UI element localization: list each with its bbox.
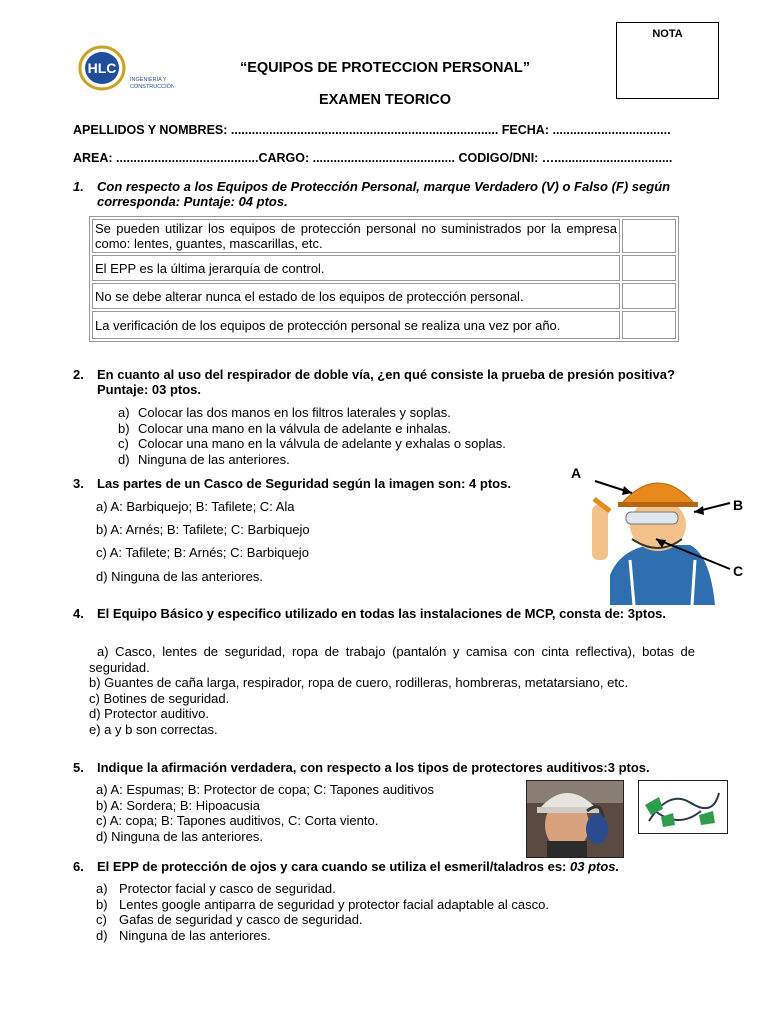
ear-plug-photo xyxy=(638,780,728,834)
question-2-text: En cuanto al uso del respirador de doble vía, ¿en qué consiste la prueba de presión positiva? Puntaje: 03 ptos. xyxy=(97,367,675,397)
option-item[interactable]: b) A: Sordera; B: Hipoacusia xyxy=(96,797,261,813)
statement-cell: La verificación de los equipos de protección personal se realiza una vez por año. xyxy=(92,311,620,339)
statement-cell: Se pueden utilizar los equipos de protección personal no suministrados por la empresa como: lentes, guantes, mascarillas, etc. xyxy=(92,219,620,253)
question-1-number: 1. xyxy=(73,179,84,194)
area-cargo-dni-fields[interactable]: AREA: .........................................CARGO: ......................................... CODIGO/DNI: ….................................. xyxy=(73,151,673,165)
option-item[interactable] xyxy=(96,897,656,913)
table-row xyxy=(92,311,676,339)
helmet-label-a: A xyxy=(571,465,582,481)
grade-label: NOTA xyxy=(652,28,683,40)
question-3-text: Las partes de un Casco de Seguridad según la imagen son: 4 ptos. xyxy=(97,476,511,491)
question-6-text xyxy=(97,859,697,874)
option-text: Lentes google antiparra de seguridad y protector facial adaptable al casco. xyxy=(119,896,550,912)
answer-cell[interactable] xyxy=(622,283,676,309)
option-letter: c) xyxy=(118,436,129,451)
question-5-text: Indique la afirmación verdadera, con respecto a los tipos de protectores auditivos:3 ptos. xyxy=(97,760,650,775)
option-text: Ninguna de las anteriores. xyxy=(119,927,271,943)
helmet-label-c: C xyxy=(733,563,744,579)
table-row xyxy=(92,255,676,281)
svg-text:INGENIERÍA Y: INGENIERÍA Y xyxy=(130,77,167,83)
question-2-number: 2. xyxy=(73,367,84,382)
question-3-option-d[interactable]: d) Ninguna de las anteriores. xyxy=(96,569,263,584)
answer-cell[interactable] xyxy=(622,255,676,281)
option-text: Ninguna de las anteriores. xyxy=(138,451,290,467)
option-item[interactable] xyxy=(118,421,598,437)
option-item[interactable]: d) Ninguna de las anteriores. xyxy=(96,828,263,844)
option-text: Colocar una mano en la válvula de adelante y exhalas o soplas. xyxy=(138,436,506,451)
question-2-options xyxy=(118,405,598,467)
svg-text:CONSTRUCCIÓN: CONSTRUCCIÓN xyxy=(130,84,174,90)
option-text: Protector facial y casco de seguridad. xyxy=(119,881,336,896)
question-3-option-c[interactable]: c) A: Tafilete; B: Arnés; C: Barbiquejo xyxy=(96,545,309,560)
option-letter: d) xyxy=(118,451,130,467)
question-6-number: 6. xyxy=(73,859,84,874)
option-letter: c) xyxy=(96,912,107,927)
true-false-table xyxy=(89,216,679,342)
option-text: Gafas de seguridad y casco de seguridad. xyxy=(119,912,363,927)
grade-box[interactable] xyxy=(616,22,719,99)
option-letter: b) xyxy=(118,420,130,436)
question-5-number: 5. xyxy=(73,760,84,775)
option-item[interactable]: d) Protector auditivo. xyxy=(89,706,209,721)
statement-cell: No se debe alterar nunca el estado de los equipos de protección personal. xyxy=(92,283,620,309)
question-3-option-b[interactable]: b) A: Arnés; B: Tafilete; C: Barbiquejo xyxy=(96,522,310,537)
answer-cell[interactable] xyxy=(622,311,676,339)
option-item[interactable] xyxy=(96,928,656,944)
document-subtitle: EXAMEN TEORICO xyxy=(318,92,452,108)
table-row xyxy=(92,283,676,309)
option-item[interactable] xyxy=(118,436,598,452)
question-6-points: 03 ptos. xyxy=(570,859,620,874)
question-5-options xyxy=(96,782,516,844)
question-1-text: Con respecto a los Equipos de Protección Personal, marque Verdadero (V) o Falso (F) según corresponda: Puntaje: 04 ptos. xyxy=(97,179,671,209)
option-item[interactable]: a) A: Espumas; B: Protector de copa; C: Tapones auditivos xyxy=(96,782,434,797)
option-item[interactable] xyxy=(118,452,598,468)
option-letter: a) xyxy=(118,405,130,420)
helmet-label-b: B xyxy=(733,497,744,513)
option-item[interactable] xyxy=(118,405,598,421)
question-6-options xyxy=(96,881,656,943)
option-item[interactable]: e) a y b son correctas. xyxy=(89,721,218,737)
option-item[interactable]: c) A: copa; B: Tapones auditivos, C: Corta viento. xyxy=(96,813,379,828)
helmet-illustration xyxy=(570,465,750,605)
option-text: Colocar las dos manos en los filtros laterales y soplas. xyxy=(138,405,451,420)
option-item[interactable]: b) Guantes de caña larga, respirador, ropa de cuero, rodilleras, hombreras, metatarsiano, etc. xyxy=(89,675,629,690)
question-3-number: 3. xyxy=(73,476,84,491)
option-item[interactable]: c) Botines de seguridad. xyxy=(89,690,230,706)
question-4-number: 4. xyxy=(73,606,84,621)
svg-text:HLC: HLC xyxy=(87,60,117,76)
ear-muff-photo xyxy=(526,780,624,858)
option-item[interactable] xyxy=(96,912,656,928)
name-date-fields[interactable]: APELLIDOS Y NOMBRES: ............................................................................. FECHA: .................................. xyxy=(73,123,671,137)
option-text: Colocar una mano en la válvula de adelante e inhalas. xyxy=(138,420,451,436)
option-letter: b) xyxy=(96,896,108,912)
question-6-statement: El EPP de protección de ojos y cara cuando se utiliza el esmeril/taladros es: xyxy=(97,859,567,874)
option-item[interactable] xyxy=(96,881,656,897)
question-4-options xyxy=(89,644,695,737)
question-3-option-a[interactable]: a) A: Barbiquejo; B: Tafilete; C: Ala xyxy=(96,499,295,514)
answer-cell[interactable] xyxy=(622,219,676,253)
document-title: “EQUIPOS DE PROTECCION PERSONAL” xyxy=(239,60,531,76)
table-row xyxy=(92,219,676,253)
option-item[interactable]: a) Casco, lentes de seguridad, ropa de trabajo (pantalón y camisa con cinta reflectiva), botas de seguridad. xyxy=(89,644,695,675)
option-letter: a) xyxy=(96,881,108,896)
option-letter: d) xyxy=(96,927,108,943)
question-4-text: El Equipo Básico y especifico utilizado en todas las instalaciones de MCP, consta de: 3ptos. xyxy=(97,606,667,621)
statement-cell: El EPP es la última jerarquía de control. xyxy=(92,255,620,281)
